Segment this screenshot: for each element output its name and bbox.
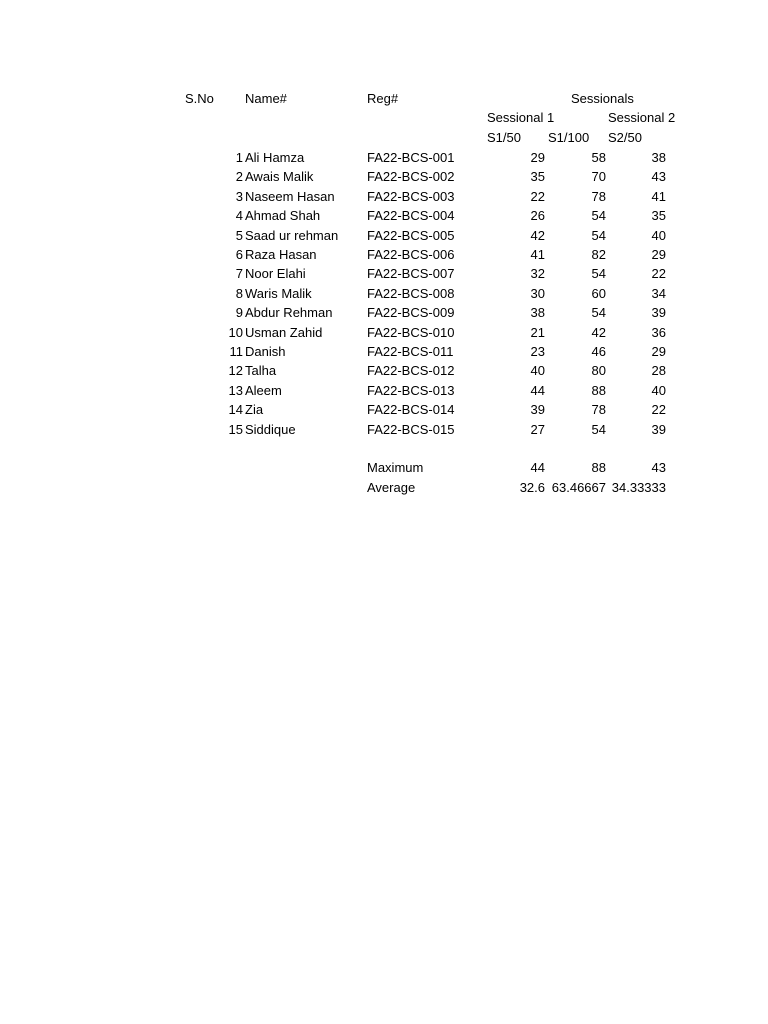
header-s2-50: S2/50	[608, 130, 642, 145]
row-s1-100: 54	[591, 422, 606, 437]
summary-maximum-s2-50: 43	[651, 460, 666, 475]
summary-maximum-label: Maximum	[367, 460, 424, 475]
summary-average-s1-50: 32.6	[519, 480, 545, 495]
row-s2-50: 38	[651, 150, 666, 165]
row-name: Naseem Hasan	[245, 189, 335, 204]
row-name: Ahmad Shah	[245, 208, 321, 223]
row-s1-50: 32	[530, 266, 545, 281]
header-sno: S.No	[185, 91, 214, 106]
row-s1-50: 38	[530, 305, 545, 320]
row-s1-100: 54	[591, 208, 606, 223]
row-name: Talha	[245, 363, 277, 378]
header-sessional-1: Sessional 1	[487, 110, 555, 125]
row-s2-50: 39	[651, 305, 666, 320]
row-s1-50: 29	[530, 150, 545, 165]
row-reg: FA22-BCS-011	[367, 344, 454, 359]
row-s2-50: 35	[651, 208, 666, 223]
row-sno: 8	[235, 286, 243, 301]
row-sno: 2	[235, 169, 243, 184]
row-s2-50: 36	[651, 325, 666, 340]
row-s1-100: 78	[591, 189, 606, 204]
row-s2-50: 28	[651, 363, 666, 378]
header-reg: Reg#	[367, 91, 399, 106]
row-sno: 9	[235, 305, 243, 320]
row-reg: FA22-BCS-012	[367, 363, 455, 378]
summary-average-s1-100: 63.46667	[551, 480, 606, 495]
row-s1-50: 22	[530, 189, 545, 204]
row-reg: FA22-BCS-004	[367, 208, 455, 223]
header-s1-50: S1/50	[487, 130, 521, 145]
row-s1-50: 26	[530, 208, 545, 223]
summary-average-s2-50: 34.33333	[611, 480, 666, 495]
row-s1-50: 23	[530, 344, 545, 359]
row-s1-100: 54	[591, 266, 606, 281]
row-name: Usman Zahid	[245, 325, 323, 340]
row-s1-50: 40	[530, 363, 545, 378]
row-s1-50: 27	[530, 422, 545, 437]
row-s2-50: 40	[651, 228, 666, 243]
row-name: Danish	[245, 344, 286, 359]
row-s1-100: 78	[591, 402, 606, 417]
row-sno: 10	[228, 325, 243, 340]
row-s1-100: 58	[591, 150, 606, 165]
header-sessionals: Sessionals	[571, 91, 634, 106]
row-s1-50: 35	[530, 169, 545, 184]
row-name: Ali Hamza	[245, 150, 305, 165]
row-reg: FA22-BCS-005	[367, 228, 455, 243]
row-name: Raza Hasan	[245, 247, 317, 262]
row-reg: FA22-BCS-013	[367, 383, 455, 398]
row-s2-50: 40	[651, 383, 666, 398]
row-s1-100: 82	[591, 247, 606, 262]
row-reg: FA22-BCS-014	[367, 402, 455, 417]
row-s2-50: 22	[651, 402, 666, 417]
row-name: Abdur Rehman	[245, 305, 333, 320]
row-name: Noor Elahi	[245, 266, 306, 281]
row-s1-100: 80	[591, 363, 606, 378]
row-reg: FA22-BCS-001	[367, 150, 455, 165]
row-s1-50: 42	[530, 228, 545, 243]
row-reg: FA22-BCS-008	[367, 286, 455, 301]
row-sno: 3	[235, 189, 243, 204]
row-sno: 4	[235, 208, 243, 223]
header-name: Name#	[245, 91, 287, 106]
row-s1-50: 41	[530, 247, 545, 262]
row-s1-100: 54	[591, 228, 606, 243]
row-s2-50: 43	[651, 169, 666, 184]
row-s1-100: 88	[591, 383, 606, 398]
row-sno: 6	[235, 247, 243, 262]
row-s2-50: 39	[651, 422, 666, 437]
row-name: Saad ur rehman	[245, 228, 339, 243]
row-s2-50: 34	[651, 286, 666, 301]
row-s1-50: 44	[530, 383, 545, 398]
row-name: Zia	[245, 402, 264, 417]
row-reg: FA22-BCS-002	[367, 169, 455, 184]
row-s1-50: 21	[530, 325, 545, 340]
row-s1-50: 39	[530, 402, 545, 417]
row-s2-50: 22	[651, 266, 666, 281]
row-s2-50: 41	[651, 189, 666, 204]
row-s1-100: 46	[591, 344, 606, 359]
row-name: Aleem	[245, 383, 282, 398]
row-sno: 1	[235, 150, 243, 165]
row-sno: 11	[229, 344, 243, 359]
row-sno: 14	[228, 402, 243, 417]
row-sno: 5	[235, 228, 243, 243]
row-s2-50: 29	[651, 344, 666, 359]
row-reg: FA22-BCS-007	[367, 266, 455, 281]
summary-maximum-s1-50: 44	[530, 460, 545, 475]
row-sno: 13	[228, 383, 243, 398]
row-name: Awais Malik	[245, 169, 314, 184]
row-reg: FA22-BCS-010	[367, 325, 455, 340]
row-reg: FA22-BCS-003	[367, 189, 455, 204]
row-reg: FA22-BCS-015	[367, 422, 455, 437]
row-s1-100: 54	[591, 305, 606, 320]
row-s2-50: 29	[651, 247, 666, 262]
row-sno: 12	[228, 363, 243, 378]
header-s1-100: S1/100	[548, 130, 590, 145]
summary-maximum-s1-100: 88	[591, 460, 606, 475]
row-reg: FA22-BCS-006	[367, 247, 455, 262]
row-s1-100: 60	[591, 286, 606, 301]
row-s1-50: 30	[530, 286, 545, 301]
row-name: Siddique	[245, 422, 296, 437]
row-sno: 15	[228, 422, 243, 437]
row-s1-100: 42	[591, 325, 606, 340]
row-reg: FA22-BCS-009	[367, 305, 455, 320]
header-sessional-2: Sessional 2	[608, 110, 676, 125]
row-s1-100: 70	[591, 169, 606, 184]
row-sno: 7	[235, 266, 243, 281]
row-name: Waris Malik	[245, 286, 312, 301]
summary-average-label: Average	[367, 480, 416, 495]
